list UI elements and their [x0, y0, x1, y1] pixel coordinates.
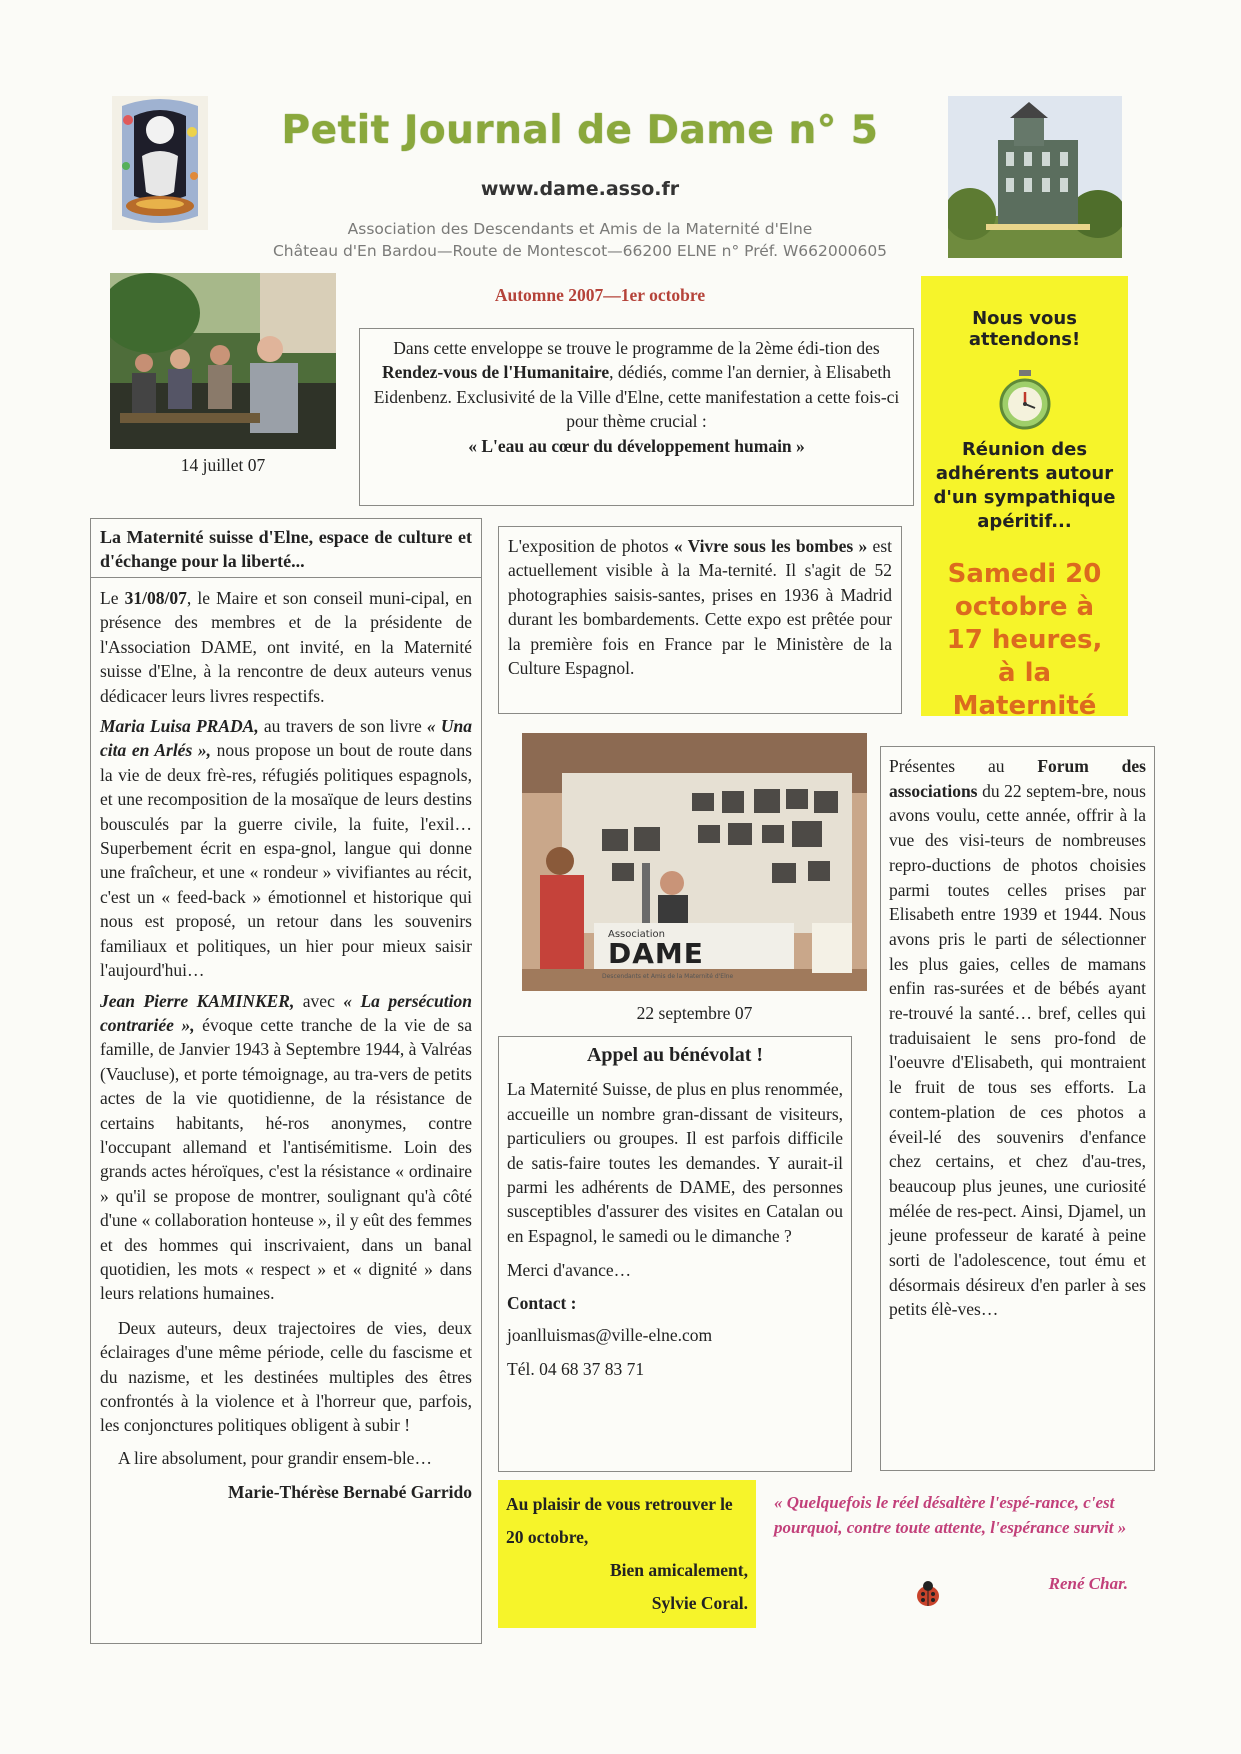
intro-box: [359, 328, 914, 506]
expo-text-1: L'exposition de photos: [508, 536, 674, 556]
article-paragraph-2: Maria Luisa PRADA, au travers de son livre « Una cita en Arlés », nous propose un bout de route dans la vie de deux frè-res, réfugiés politiques espagnols, et une recomposition de la mosaïque de leurs destins bousculés par la guerre civile, la fuite, l'exil… Superbement écrit en espa-gnol, langue qui donne une fraîcheur, et une « rondeur » vivifiantes au récit, c'est un « feed-back » émotionnel et historique qui nous est proposé, un retour dans les souvenirs familiaux et politiques, un hier pour mieux saisir l'aujourd'hui…: [100, 716, 472, 981]
forum-text-2: du 22 septem-bre, nous avons voulu, cette année, offrir à la vue des visi-teurs de nombreuses repro-ductions de photos choisies parmi toutes celles prises par Elisabeth entre 1939 et 1944. Nous avons pris le parti de sélectionner les plus gaies, celles de mamans enfin ras-surées et de bébés ayant re-trouvé la santé… bref, celles qui traduisaient le sens pro-fond de l'oeuvre d'Elisabeth, qui montraient le fruit de tous ses efforts. La contem-plation de ces photos a éveil-lé des souvenirs d'enfance chez certains, et chez d'au-tres, beaucoup plus jeunes, une curiosité mélée de res-pect. Ainsi, Djamel, un jeune professeur de karaté à peine sorti de l'adolescence, tout ému et désormais désireux d'en parler à ses petits élè-ves…: [889, 780, 1146, 1320]
forum-photo-caption: 22 septembre 07: [636, 1003, 753, 1023]
logo-image: [112, 96, 208, 230]
quote-author: René Char.: [1048, 1574, 1128, 1593]
intro-theme: « L'eau au cœur du développement humain »: [468, 435, 805, 456]
volunteer-thanks: Merci d'avance…: [507, 1260, 632, 1281]
association-name: Association des Descendants et Amis de la Maternité d'Elne: [347, 220, 813, 238]
meeting-sidebar: [921, 276, 1128, 721]
celebration-caption: 14 juillet 07: [180, 455, 266, 475]
maternite-article: [90, 518, 482, 1644]
article-paragraph-4: Deux auteurs, deux trajectoires de vies, deux éclairages d'une même période, celle du fascisme et du nazisme, et les destinées multiples des êtres confrontés à la violence et à l'horreur que, parfois, les conjonctures politiques obligent à subir !: [100, 1317, 472, 1436]
closing-box: [498, 1480, 756, 1628]
banner-small-text: Association: [608, 929, 665, 940]
volunteer-box: [498, 1036, 852, 1472]
journal-title: Petit Journal de Dame n° 5: [281, 108, 879, 153]
article-signature: Marie-Thérèse Bernabé Garrido: [228, 1482, 472, 1503]
ladybug-icon: [914, 1580, 942, 1608]
expo-box: [498, 526, 902, 714]
stopwatch-icon: [995, 368, 1055, 432]
expo-text-2: est actuellement visible à la Ma-ternité. Il s'agit de 52 photographies saisis-santes, prises en 1936 à Madrid durant les bombardements. Cette expo est prêtée pour la première fois en France par le Ministère de la Culture Espagnol.: [508, 536, 892, 679]
article-paragraph-3: Jean Pierre KAMINKER, avec « La persécution contrariée », évoque cette tranche de la vie de sa famille, de Janvier 1943 à Septembre 1944, à Valréas (Vaucluse), et porte témoignage, au tra-vers de petits actes de la vie quotidienne, de la résistance de certains habitants, hé-ros anonymes, contre l'occupant allemand et l'antisémitisme. Loin des grands actes héroïques, c'est la résistance « ordinaire » qu'il se propose de montrer, soulignant qu'à côté d'une « collaboration honteuse », il y eût des femmes et des hommes qui inscrivaient, dans un banal quotidien, les mots « respect » et « dignité » dans leurs relations humaines.: [100, 990, 472, 1304]
meeting-event: Samedi 20 octobre à 17 heures, à la Maternité: [946, 559, 1103, 721]
meeting-subtitle: Réunion des adhérents autour d'un sympathique apéritif...: [933, 439, 1116, 532]
closing-line-3: Sylvie Coral.: [651, 1593, 748, 1613]
celebration-photo: [110, 273, 336, 449]
contact-phone: Tél. 04 68 37 83 71: [507, 1359, 645, 1380]
forum-text-1: Présentes au: [889, 756, 1038, 776]
banner-dame-text: DAME: [608, 937, 704, 970]
contact-email[interactable]: joanlluismas@ville-elne.com: [507, 1325, 713, 1346]
char-quote: « Quelquefois le réel désaltère l'espé-rance, c'est pourquoi, contre toute attente, l'espérance survit »: [774, 1493, 1127, 1537]
website-link[interactable]: www.dame.asso.fr: [480, 178, 680, 200]
contact-label: Contact :: [507, 1292, 577, 1313]
expo-title: « Vivre sous les bombes »: [673, 536, 868, 556]
issue-date: Automne 2007—1er octobre: [494, 285, 706, 305]
banner-small-line: Descendants et Amis de la Maternité d'Elne: [602, 973, 734, 980]
intro-event-name: Rendez-vous de l'Humanitaire: [381, 362, 610, 383]
forum-stand-photo: [522, 733, 867, 991]
intro-text-1: Dans cette enveloppe se trouve le programme de la 2ème édi-tion des: [393, 338, 880, 358]
closing-line-2: Bien amicalement,: [609, 1560, 748, 1580]
article-paragraph-5: A lire absolument, pour grandir ensem-ble…: [118, 1447, 432, 1468]
closing-line-1: Au plaisir de vous retrouver le 20 octobre,: [506, 1494, 733, 1547]
association-address: Château d'En Bardou—Route de Montescot—66200 ELNE n° Préf. W662000605: [272, 242, 888, 260]
volunteer-title: Appel au bénévolat !: [586, 1044, 764, 1066]
volunteer-body: La Maternité Suisse, de plus en plus renommée, accueille un nombre gran-dissant de visiteurs, particuliers ou groupes. Il est parfois difficile de satis-faire toutes les demandes. Y aurait-il parmi les adhérents de DAME, des personnes susceptibles d'assurer des visites en Catalan ou en Espagnol, le samedi ou le dimanche ?: [507, 1079, 843, 1246]
intro-text-2: , dédiés, comme l'an dernier, à Elisabeth Eidenbenz. Exclusivité de la Ville d'Elne, cette manifestation a cette fois-ci pour thème crucial :: [373, 362, 900, 432]
forum-box: [880, 746, 1155, 1471]
article-title: La Maternité suisse d'Elne, espace de culture et d'échange pour la liberté...: [100, 527, 472, 571]
forum-title: Forum des associations: [889, 756, 1146, 801]
meeting-title: Nous vous attendons!: [968, 308, 1081, 350]
article-paragraph-1: Le 31/08/07, le Maire et son conseil muni-cipal, en présence des membres et de la présidente de l'Association DAME, ont invité, en la Maternité suisse d'Elne, à la rencontre de deux auteurs venus dédicacer leurs livres respectifs.: [100, 588, 472, 706]
chateau-photo: [948, 96, 1122, 258]
